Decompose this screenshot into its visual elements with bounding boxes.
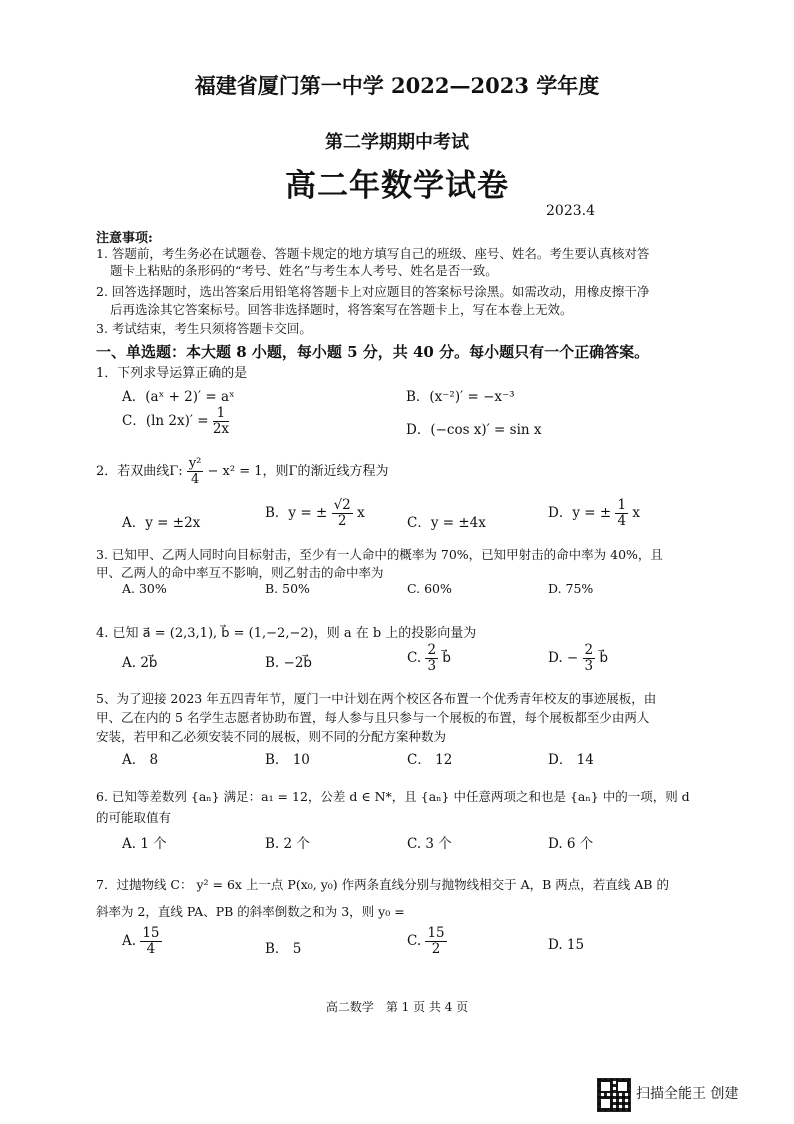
q2-stem-pre: 2．若双曲线Γ: [96,464,183,479]
q7-option-c-pre: C. [407,933,422,949]
q1-option-c-text: C．(ln 2x)′ = [122,413,209,429]
paper-title: 高二年数学试卷 [285,168,509,204]
q1-option-d: D．(−cos x)′ = sin x [406,422,542,438]
q4-option-b: B. −2b⃗ [265,655,312,671]
q7-option-a [122,926,162,957]
question-7-line: 斜率为 2，直线 PA、PB 的斜率倒数之和为 3，则 y₀ = [96,904,405,919]
q4-option-d-fraction [583,643,596,674]
fraction-numerator: 15 [142,925,160,941]
qr-code-icon [597,1078,631,1112]
q7-option-c-fraction [425,926,446,957]
q1-option-b: B．(x⁻²)′ = −x⁻³ [406,389,515,405]
q4-option-c-pre: C. [407,650,422,666]
notice-line: 后再选涂其它答案标号。回答非选择题时，将答案写在答题卡上，写在本卷上无效。 [110,302,573,317]
q2-option-d-pre: D．y = ± [548,505,612,521]
notice-line: 2. 回答选择题时，选出答案后用铅笔将答题卡上对应题目的答案标号涂黑。如需改动，用橡皮擦干净 [96,284,650,299]
q4-option-c [407,643,451,674]
q4-option-d-post: b⃗ [599,650,609,666]
q4-option-c-fraction [425,643,438,674]
notice-title: 注意事项: [96,231,153,246]
question-3-line: 3. 已知甲、乙两人同时向目标射击，至少有一人命中的概率为 70%，已知甲射击的命中率为 40%，且 [96,547,663,562]
question-3-line: 甲、乙两人的命中率互不影响，则乙射击的命中率为 [96,565,384,580]
q2-option-a: A．y = ±2x [122,515,201,531]
notice-line: 1. 答题前，考生务必在试题卷、答题卡规定的地方填写自己的班级、座号、姓名。考生要认真核对答 [96,246,650,261]
q7-option-a-fraction [140,926,161,957]
q3-option-a: A. 30% [122,581,167,596]
question-5-line: 甲、乙在内的 5 名学生志愿者协助布置，每人参与且只参与一个展板的布置，每个展板都至少由两人 [96,710,650,725]
q2-stem-post: − x² = 1，则Γ的渐近线方程为 [207,464,389,479]
q2-stem-fraction [187,456,204,487]
q6-option-b: B. 2 个 [265,836,310,852]
fraction-denominator: 4 [146,941,156,957]
q2-option-d [548,498,640,529]
q7-option-a-pre: A. [122,933,137,949]
q3-option-c: C. 60% [407,581,452,596]
q2-option-b-post: x [357,505,365,521]
question-4-stem: 4. 已知 a⃗ = (2,3,1), b⃗ = (1,−2,−2)，则 a 在 b 上的投影向量为 [96,626,477,641]
fraction-denominator: 3 [427,658,437,674]
fraction-numerator: y² [188,456,202,471]
q5-option-c: C． 12 [407,752,453,768]
q5-option-a: A． 8 [122,752,159,768]
scanner-watermark: 扫描全能王 创建 [636,1086,739,1102]
fraction-numerator: 15 [427,925,445,941]
q3-option-d: D. 75% [548,581,594,596]
question-5-line: 安装，若甲和乙必须安装不同的展板，则不同的分配方案种数为 [96,729,447,744]
question-2-stem [96,456,389,487]
q6-option-a: A. 1 个 [122,836,167,852]
question-1-stem: 1．下列求导运算正确的是 [96,366,248,381]
q1-option-a: A．(aˣ + 2)′ = aˣ [122,389,235,405]
q2-option-b-fraction [332,498,353,529]
q2-option-b [265,498,365,529]
exam-date: 2023.4 [546,203,595,219]
exam-title: 第二学期期中考试 [325,132,469,153]
q4-option-d-pre: D. − [548,650,579,666]
page-footer: 高二数学 第 1 页 共 4 页 [325,1000,469,1014]
q2-option-b-pre: B．y = ± [265,505,328,521]
notice-line: 3. 考试结束，考生只须将答题卡交回。 [96,321,312,336]
q6-option-c: C. 3 个 [407,836,452,852]
fraction-denominator: 4 [617,513,627,529]
q1-option-c [122,406,229,437]
q5-option-d: D． 14 [548,752,594,768]
q4-option-d [548,643,608,674]
q4-option-c-post: b⃗ [442,650,451,666]
notice-line: 题卡上粘贴的条形码的“考号、姓名”与考生本人考号、姓名是否一致。 [110,263,498,278]
fraction-denominator: 2x [212,421,230,437]
fraction-numerator: √2 [333,497,351,513]
fraction-numerator: 2 [427,642,437,658]
q6-option-d: D. 6 个 [548,836,594,852]
school-title: 福建省厦门第一中学 2022—2023 学年度 [194,73,600,98]
q5-option-b: B． 10 [265,752,310,768]
q2-option-c: C．y = ±4x [407,515,486,531]
q1-option-c-fraction [213,406,229,437]
fraction-denominator: 2 [337,513,347,529]
fraction-numerator: 1 [617,497,627,513]
question-7-line: 7．过抛物线 C： y² = 6x 上一点 P(x₀, y₀) 作两条直线分别与抛物线相交于 A，B 两点，若直线 AB 的 [96,877,669,892]
q3-option-b: B. 50% [265,581,310,596]
fraction-denominator: 3 [584,658,594,674]
q4-option-a: A. 2b⃗ [122,655,158,671]
fraction-numerator: 1 [213,406,229,422]
q2-option-d-fraction [615,498,628,529]
q7-option-b: B． 5 [265,941,302,957]
question-6-line: 的可能取值有 [96,810,172,825]
question-6-line: 6. 已知等差数列 {aₙ} 满足：a₁ = 12，公差 d ∈ N*，且 {aₙ} 中任意两项之和也是 {aₙ} 中的一项，则 d [96,789,690,804]
fraction-denominator: 4 [190,472,200,487]
question-5-line: 5、为了迎接 2023 年五四青年节，厦门一中计划在两个校区各布置一个优秀青年校友的事迹展板，由 [96,691,657,706]
fraction-numerator: 2 [584,642,594,658]
q7-option-c [407,926,447,957]
fraction-denominator: 2 [431,941,441,957]
q7-option-d: D. 15 [548,937,585,953]
q2-option-d-post: x [632,505,640,521]
section-heading: 一、单选题：本大题 8 小题，每小题 5 分，共 40 分。每小题只有一个正确答案。 [96,343,650,361]
